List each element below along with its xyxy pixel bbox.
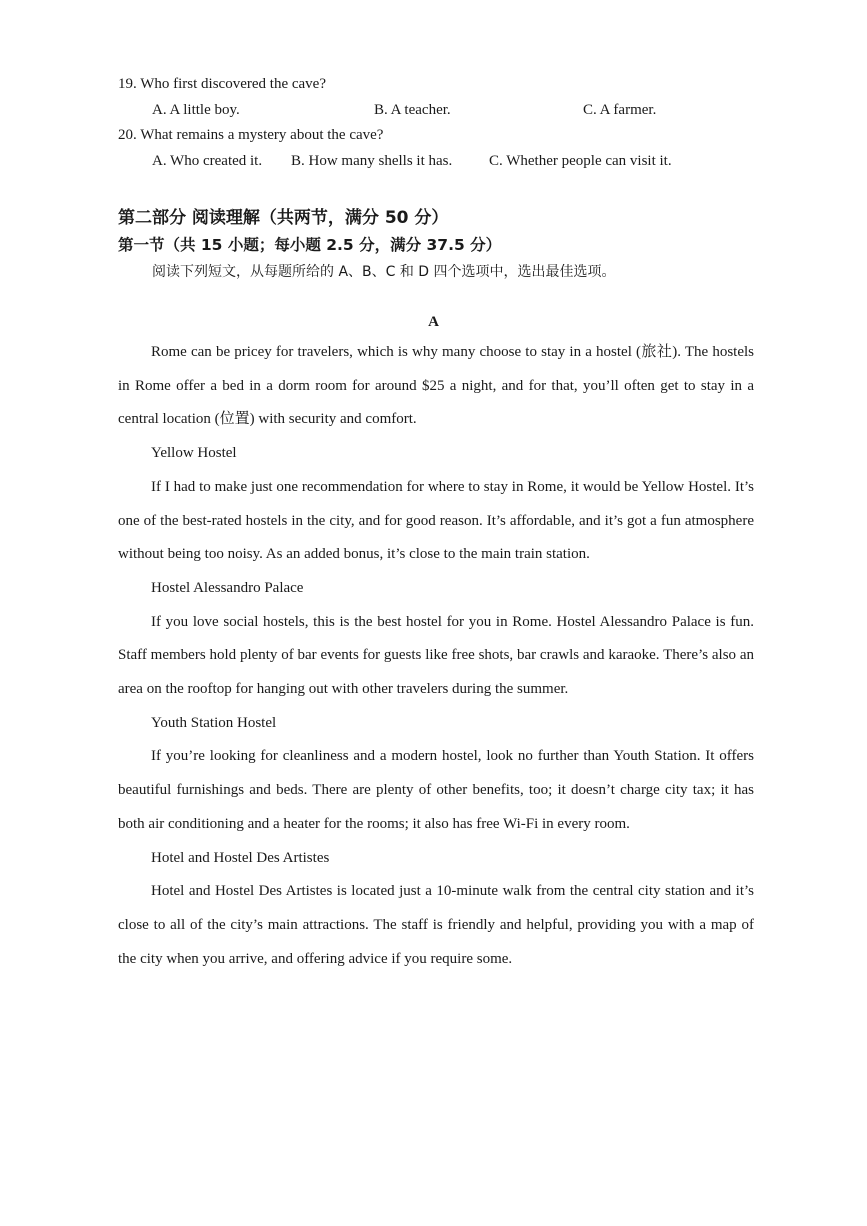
question-19-option-c: C. A farmer. (583, 102, 657, 118)
passage-a (118, 336, 754, 976)
question-19-option-a: A. A little boy. (152, 102, 240, 118)
hostel-text-youth-station: If you’re looking for cleanliness and a modern hostel, look no further than Youth Station. It offers beautiful furnishings and beds. There are plenty of other benefits, too; it doesn’t charge city tax; it has both air conditioning and a heater for the rooms; it also has free Wi-Fi in every room. (118, 748, 754, 832)
question-20-stem: 20. What remains a mystery about the cave? (118, 127, 384, 143)
hostel-name-youth-station: Youth Station Hostel (151, 714, 277, 731)
hostel-text-yellow: If I had to make just one recommendation for where to stay in Rome, it would be Yellow Hostel. It’s one of the best-rated hostels in the city, and for good reason. It’s affordable, and it’s got a fun atmosphere without being too noisy. As an added bonus, it’s close to the main train station. (118, 478, 754, 563)
hostel-text-alessandro: If you love social hostels, this is the best hostel for you in Rome. Hostel Alessandro Palace is fun. Staff members hold plenty of bar events for guests like free shots, bar crawls and karaoke. There’s also an area on the rooftop for hanging out with other travelers during the summer. (118, 613, 754, 698)
question-19-option-b: B. A teacher. (374, 102, 451, 118)
question-20-option-a: A. Who created it. (152, 153, 263, 169)
question-19-stem: 19. Who first discovered the cave? (118, 76, 326, 92)
hostel-name-des-artistes: Hotel and Hostel Des Artistes (151, 849, 330, 866)
question-20-option-b: B. How many shells it has. (291, 153, 453, 169)
hostel-text-des-artistes: Hotel and Hostel Des Artistes is located just a 10-minute walk from the central city station and it’s close to all of the city’s main attractions. The staff is friendly and helpful, providing you with a map of the city when you arrive, and offering advice if you require some. (118, 883, 754, 967)
passage-intro: Rome can be pricey for travelers, which is why many choose to stay in a hostel (旅社). The hostels in Rome offer a bed in a dorm room for around $25 a night, and for that, you’ll often get to stay in a central location (位置) with security and comfort. (118, 344, 754, 428)
section-one-title: 第一节（共 15 小题；每小题 2.5 分，满分 37.5 分） (118, 236, 502, 254)
hostel-name-alessandro: Hostel Alessandro Palace (151, 579, 304, 596)
reading-instruction: 阅读下列短文，从每题所给的 A、B、C 和 D 四个选项中，选出最佳选项。 (152, 264, 616, 280)
passage-label: A (428, 314, 439, 330)
hostel-name-yellow: Yellow Hostel (151, 445, 237, 462)
part-two-title: 第二部分 阅读理解（共两节，满分 50 分） (118, 208, 449, 228)
question-20-option-c: C. Whether people can visit it. (489, 153, 672, 169)
